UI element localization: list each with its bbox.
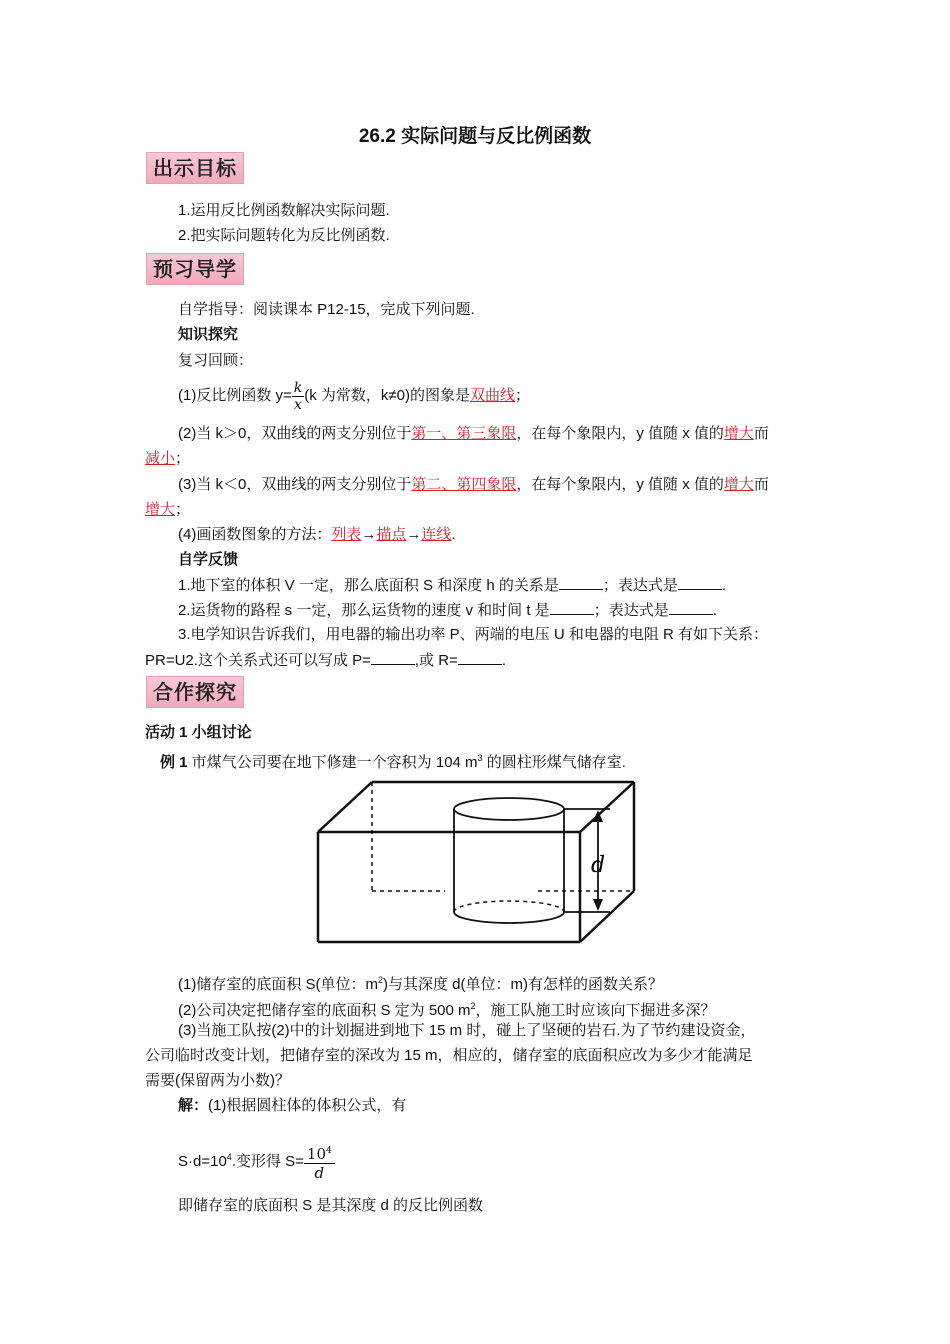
answer-hyperbola: 双曲线	[469, 387, 515, 404]
solution-conclusion: 即储存室的底面积 S 是其深度 d 的反比例函数	[178, 1197, 484, 1214]
feedback-item-1: 1.地下室的体积 V 一定，那么底面积 S 和深度 h 的关系是 ；表达式是 .	[178, 577, 727, 594]
depth-label: d	[591, 853, 606, 878]
section-banner-goals: 出示目标	[146, 152, 244, 184]
fraction-10e4-over-d: $\frac{10^4}{d}$	[304, 1142, 335, 1182]
solution-formula: $S\cdot d=10^4$.变形得 S= $\frac{10^4}{d}$	[178, 1136, 335, 1183]
review-item-1: (1)反比例函数 y= $\frac{k}{x}$ (k 为常数，k≠0)的图象是双曲线；	[178, 379, 531, 413]
review-heading: 复习回顾：	[178, 352, 254, 369]
example-1: 例 1 市煤气公司要在地下修建一个容积为 104 $m^3$ 的圆柱形煤气储存室.	[160, 753, 626, 771]
feedback-item-3-cont: PR=U2.这个关系式还可以写成 P= ,或 R= .	[145, 652, 506, 669]
section-banner-cooperation: 合作探究	[146, 676, 244, 708]
goal-item: 1.运用反比例函数解决实际问题.	[178, 202, 390, 219]
goal-item: 2.把实际问题转化为反比例函数.	[178, 227, 390, 244]
solution-line-1: 解：(1)根据圆柱体的体积公式，有	[178, 1097, 407, 1114]
question-2: (2)公司决定把储存室的底面积 S 定为 500 $m^2$，施工队施工时应该向下掘进多深？	[178, 1001, 716, 1019]
section-banner-preview: 预习导学	[146, 253, 244, 285]
feedback-heading: 自学反馈	[178, 551, 239, 568]
storage-room-figure	[310, 776, 640, 948]
arrowhead-down	[593, 899, 603, 911]
fraction-k-over-x: $\frac{k}{x}$	[293, 379, 303, 413]
review-item-3: (3)当 k＜0，双曲线的两支分别位于第二、第四象限，在每个象限内，y 值随 x 值的增大而	[178, 476, 769, 493]
feedback-item-2: 2.运货物的路程 s 一定，那么运货物的速度 v 和时间 t 是 ；表达式是 .	[178, 602, 717, 619]
activity-heading: 活动 1 小组讨论	[145, 724, 252, 741]
feedback-item-3: 3.电学知识告诉我们，用电器的输出功率 P、两端的电压 U 和电器的电阻 R 有如下关系：	[178, 626, 769, 643]
review-item-4: (4)画函数图象的方法：列表→描点→连线.	[178, 526, 456, 543]
question-3-cont: 需要(保留两为小数)？	[145, 1072, 290, 1089]
self-study-guide: 自学指导：阅读课本 P12-15，完成下列问题.	[178, 301, 475, 318]
review-item-2-cont: 减小；	[145, 450, 191, 467]
review-item-2: (2)当 k＞0，双曲线的两支分别位于第一、第三象限，在每个象限内，y 值随 x 值的增大而	[178, 425, 769, 442]
question-1: (1)储存室的底面积 S(单位：$m^2$)与其深度 d(单位：m)有怎样的函数关系？	[178, 975, 664, 993]
question-3-cont: 公司临时改变计划，把储存室的深改为 15 m，相应的，储存室的底面积应改为多少才能满足	[145, 1047, 753, 1064]
question-3: (3)当施工队按(2)中的计划掘进到地下 15 m 时，碰上了坚硬的岩石.为了节约建设资金，	[178, 1022, 756, 1039]
review-item-3-cont: 增大；	[145, 501, 191, 518]
page-title: 26.2 实际问题与反比例函数	[358, 126, 592, 147]
knowledge-heading: 知识探究	[178, 326, 239, 343]
